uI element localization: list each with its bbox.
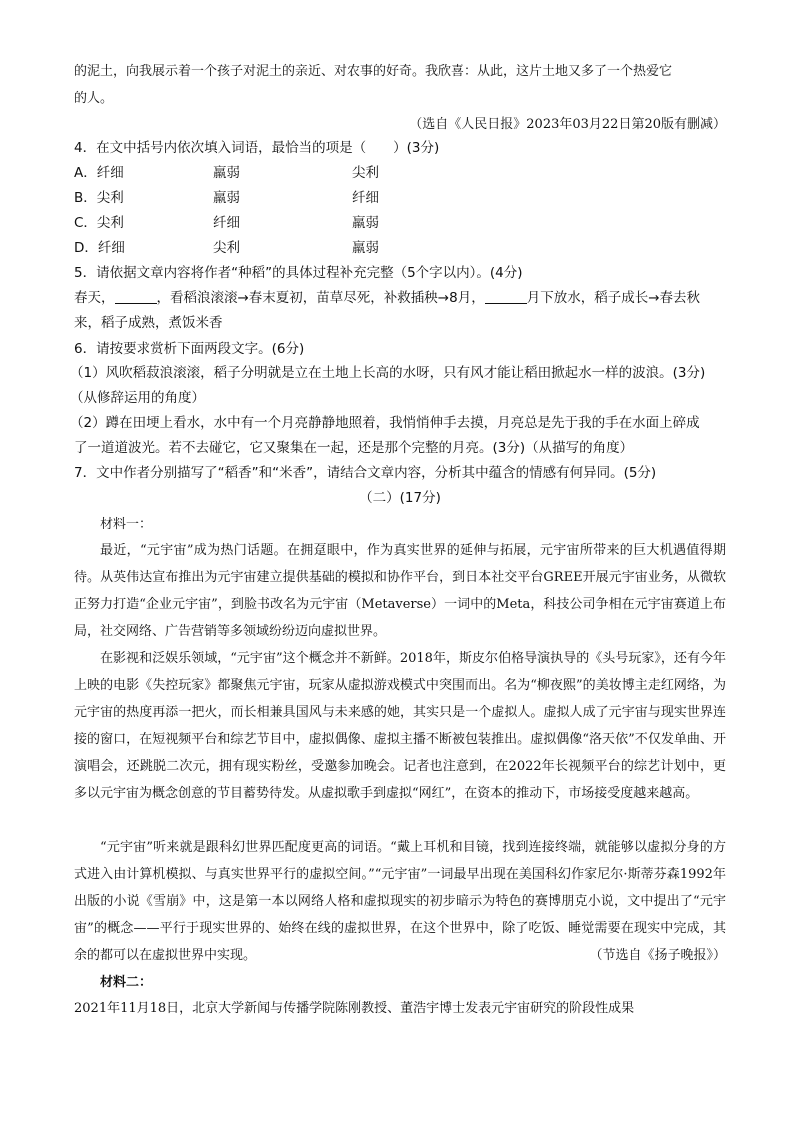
q4-option-a[interactable] bbox=[74, 161, 726, 185]
q4-option-b-word2: 羸弱 bbox=[213, 190, 240, 206]
passage-end-line-2: 的人。 bbox=[74, 91, 114, 106]
q5-line-2: 来，稻子成熟，煮饭米香 bbox=[74, 315, 223, 331]
q4-option-b[interactable] bbox=[74, 186, 726, 210]
q4-option-d-word1: D．纤细 bbox=[74, 240, 125, 256]
q7-stem: 7．文中作者分别描写了“稻香”和“米香”，请结合文章内容，分析其中蕴含的情感有何异同。(5分) bbox=[74, 465, 657, 481]
q4-option-a-word3: 尖利 bbox=[352, 165, 379, 181]
q4-option-a-word2: 羸弱 bbox=[213, 165, 240, 181]
q4-option-d-word2: 尖利 bbox=[213, 240, 240, 256]
q5-seg-2: ，看稻浪滚滚→春末夏初，苗草尽死，补救插秧→8月， bbox=[156, 290, 485, 306]
material-1-source: （节选自《扬子晚报》） bbox=[589, 948, 726, 963]
q4-option-c-word1: C．尖利 bbox=[74, 215, 124, 231]
material-1-paragraph-3: “元宇宙”听来就是跟科幻世界匹配度更高的词语。“戴上耳机和目镜，找到连接终端，就能够以虚拟分身的方式进入由计算机模拟、与真实世界平行的虚拟空间。”“元宇宙”一词最早出现在美国科幻作家尼尔·斯蒂芬森1992年出版的小说《雪崩》中，这是第一本以网络人格和虚拟现实的初步暗示为特色的赛博朋克小说，文中提出了“元宇宙”的概念——平行于现实世界的、始终在线的虚拟世界，在这个世界中，除了吃饭、睡觉需要在现实中完成，其余的都可以在虚拟世界中实现。 bbox=[74, 840, 726, 963]
q5-blank-1[interactable] bbox=[115, 289, 157, 304]
q6-item2-line-2: 了一道道波光。若不去碰它，它又聚集在一起，还是那个完整的月亮。(3分)（从描写的角度） bbox=[74, 440, 634, 456]
q5-stem: 5．请依据文章内容将作者“种稻”的具体过程补充完整（5个字以内）。(4分) bbox=[74, 265, 523, 281]
q5-seg-3: 月下放水，稻子成长→春去秋 bbox=[526, 290, 701, 306]
q4-stem: 4．在文中括号内依次填入词语，最恰当的项是（ ）(3分) bbox=[74, 140, 440, 156]
q5-seg-1: 春天， bbox=[74, 290, 115, 306]
q4-option-b-word1: B．尖利 bbox=[74, 190, 124, 206]
q6-stem: 6．请按要求赏析下面两段文字。(6分) bbox=[74, 341, 305, 357]
q4-option-c[interactable] bbox=[74, 211, 726, 235]
q4-option-c-word2: 纤细 bbox=[213, 215, 240, 231]
passage-source: （选自《人民日报》2023年03月22日第20版有删减） bbox=[409, 117, 726, 132]
material-1-paragraph-1: 最近，“元宇宙”成为热门话题。在拥趸眼中，作为真实世界的延伸与拓展，元宇宙所带来的巨大机遇值得期待。从英伟达宣布推出为元宇宙建立提供基础的模拟和协作平台，到日本社交平台GREE开展元宇宙业务，从微软正努力打造“企业元宇宙”，到脸书改名为元宇宙（Metaverse）一词中的Meta，科技公司争相在元宇宙赛道上布局，社交网络、广告营销等多领域纷纷迈向虚拟世界。 bbox=[74, 543, 726, 639]
q4-option-d-word3: 羸弱 bbox=[352, 240, 379, 256]
q4-option-c-word3: 羸弱 bbox=[352, 215, 379, 231]
material-1-paragraph-2: 在影视和泛娱乐领域，“元宇宙”这个概念并不新鲜。2018年，斯皮尔伯格导演执导的《头号玩家》，还有今年上映的电影《失控玩家》都聚焦元宇宙，玩家从虚拟游戏模式中突围而出。名为“柳夜熙”的美妆博主走红网络，为元宇宙的热度再添一把火，而长相兼具国风与未来感的她，其实只是一个虚拟人。虚拟人成了元宇宙与现实世界连接的窗口，在短视频平台和综艺节目中，虚拟偶像、虚拟主播不断被包装推出。虚拟偶像“洛天依”不仅发单曲、开演唱会，还跳脱二次元，拥有现实粉丝，受邀参加晚会。记者也注意到，在2022年长视频平台的综艺计划中，更多以元宇宙为概念创意的节目蓄势待发。从虚拟歌手到虚拟“网红”，在资本的推动下，市场接受度越来越高。 bbox=[74, 651, 726, 801]
material-2-label: 材料二： bbox=[100, 975, 153, 990]
q5-blank-2[interactable] bbox=[485, 289, 527, 304]
q6-item1-line-2: （从修辞运用的角度） bbox=[70, 390, 205, 406]
passage-end-line-1: 的泥土，向我展示着一个孩子对泥土的亲近、对农事的好奇。我欣喜：从此，这片土地又多了一个热爱它 bbox=[74, 64, 673, 79]
q5-line-1 bbox=[74, 286, 726, 311]
q6-item2-line-1: （2）蹲在田埂上看水，水中有一个月亮静静地照着，我悄悄伸手去摸，月亮总是先于我的手在水面上碎成 bbox=[70, 415, 700, 431]
material-2-paragraph-1: 2021年11月18日，北京大学新闻与传播学院陈刚教授、董浩宇博士发表元宇宙研究的阶段性成果 bbox=[74, 1001, 635, 1016]
q4-option-d[interactable] bbox=[74, 236, 726, 260]
q6-item1-line-1: （1）风吹稻菽浪滚滚，稻子分明就是立在土地上长高的水呀，只有风才能让稻田掀起水一样的波浪。(3分) bbox=[70, 365, 706, 381]
q4-option-b-word3: 纤细 bbox=[352, 190, 379, 206]
section-2-heading: （二）(17分) bbox=[359, 490, 441, 506]
material-1-label: 材料一： bbox=[100, 517, 153, 532]
q4-option-a-word1: A．纤细 bbox=[74, 165, 124, 181]
